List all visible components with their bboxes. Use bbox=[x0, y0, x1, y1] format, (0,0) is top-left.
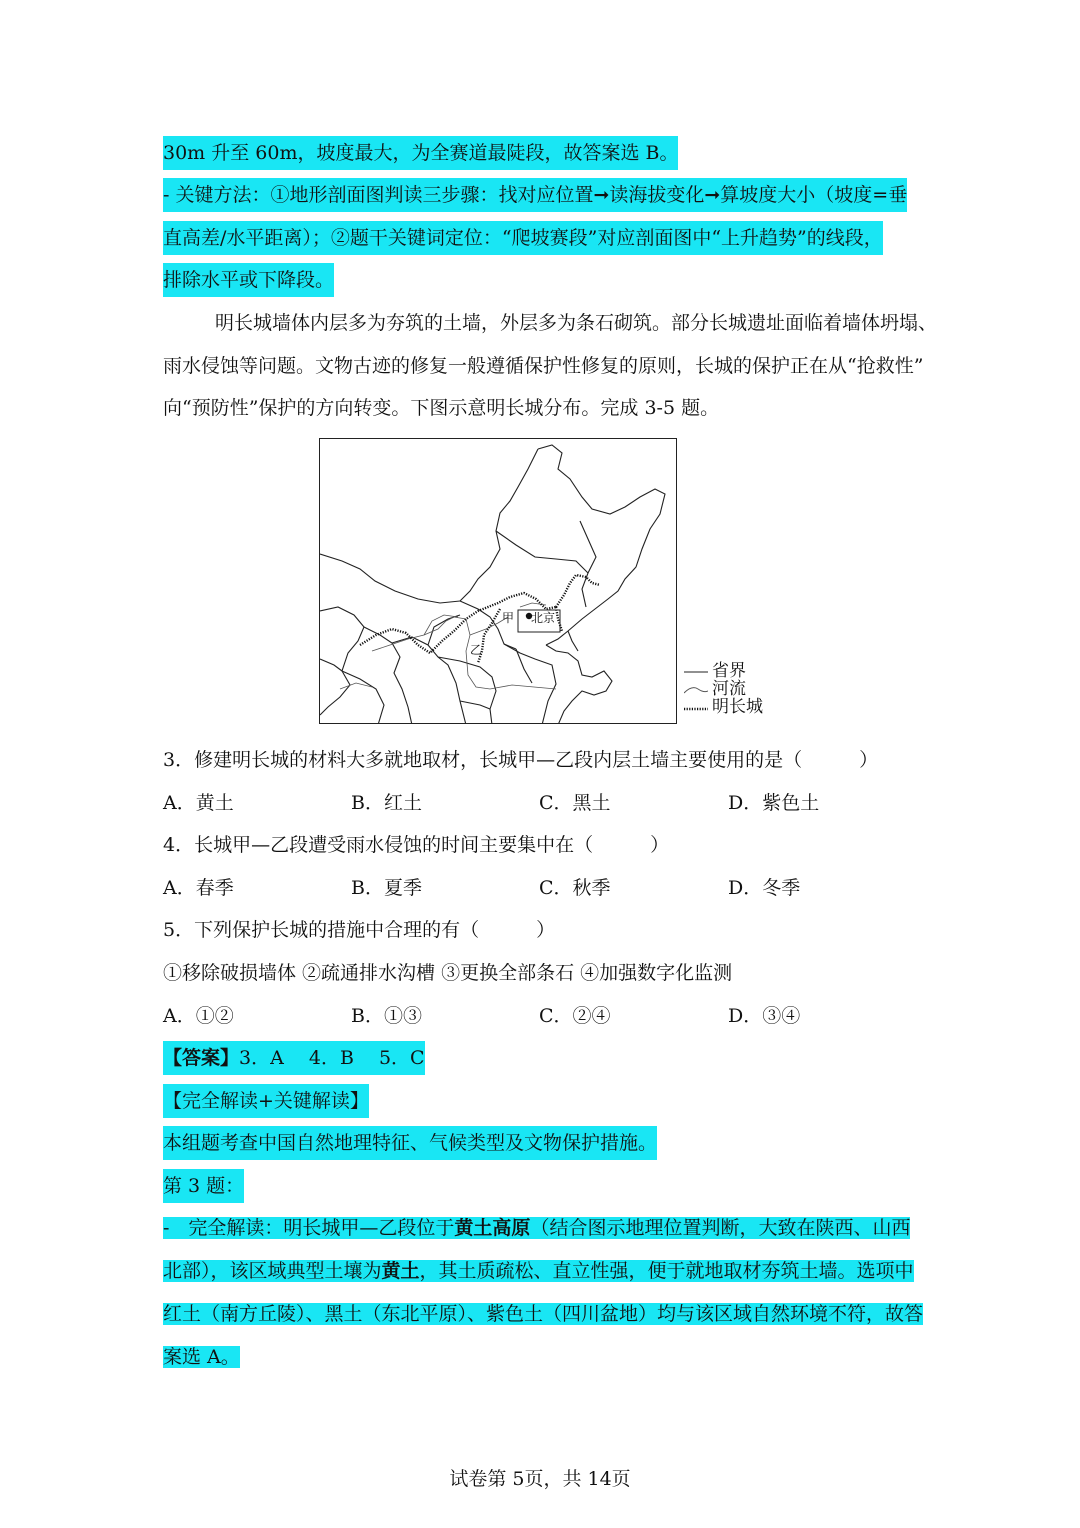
answer-label: 【答案】 bbox=[163, 1047, 240, 1069]
label-yi: 乙 bbox=[470, 643, 483, 657]
question-4: 4．长城甲—乙段遭受雨水侵蚀的时间主要集中在（ ） bbox=[163, 834, 670, 856]
intro-line-1: 明长城墙体内层多为夯筑的土墙，外层多为条石砌筑。部分长城遗址面临着墙体坍塌、 bbox=[215, 312, 938, 334]
prev-answer-line-1: 30m 升至 60m，坡度最大，为全赛道最陡段，故答案选 B。 bbox=[163, 136, 678, 170]
ming-great-wall-map bbox=[319, 438, 677, 724]
q5-option-a: A．①② bbox=[163, 1005, 234, 1027]
q3-option-d: D．紫色土 bbox=[728, 792, 820, 814]
label-jia: 甲 bbox=[502, 611, 515, 625]
q3-option-c: C．黑土 bbox=[539, 792, 611, 814]
page-footer: 试卷第 5页，共 14页 bbox=[449, 1468, 631, 1490]
intro-line-3: 向“预防性”保护的方向转变。下图示意明长城分布。完成 3-5 题。 bbox=[163, 397, 720, 419]
q3-analysis-mid: （结合图示地理位置判断，大致在陕西、山西北部），该区域典型土壤为 bbox=[163, 1217, 911, 1282]
q3-option-b: B．红土 bbox=[351, 792, 422, 814]
answer-line bbox=[163, 1041, 425, 1075]
intro-line-2: 雨水侵蚀等问题。文物古迹的修复一般遵循保护性修复的原则，长城的保护正在从“抢救性” bbox=[163, 355, 924, 377]
q4-option-d: D．冬季 bbox=[728, 877, 801, 899]
q5-option-b: B．①③ bbox=[351, 1005, 422, 1027]
legend-great-wall: 明长城 bbox=[684, 698, 763, 716]
q4-option-a: A．春季 bbox=[163, 877, 234, 899]
q3-analysis-bold-1: 黄土高原 bbox=[454, 1217, 531, 1239]
great-wall-icon bbox=[684, 704, 708, 712]
q4-option-b: B．夏季 bbox=[351, 877, 422, 899]
analysis-summary: 本组题考查中国自然地理特征、气候类型及文物保护措施。 bbox=[163, 1126, 657, 1160]
q3-analysis-prefix: - 完全解读：明长城甲—乙段位于 bbox=[163, 1217, 455, 1239]
q5-option-c: C．②④ bbox=[539, 1005, 611, 1027]
q3-analysis-title: 第 3 题： bbox=[163, 1169, 244, 1203]
q4-option-c: C．秋季 bbox=[539, 877, 611, 899]
key-method-line-1: - 关键方法：①地形剖面图判读三步骤：找对应位置➞读海拔变化➞算坡度大小（坡度=垂 bbox=[163, 178, 907, 212]
legend-river: 河流 bbox=[684, 680, 746, 698]
q3-analysis-rest: ，其土质疏松、直立性强，便于就地取材夯筑土墙。选项中红土（南方丘陵）、黑土（东北平原）、紫色土（四川盆地）均与该区域自然环境不符，故答案选 A。 bbox=[163, 1260, 924, 1368]
question-5-items: ①移除破损墙体 ②疏通排水沟槽 ③更换全部条石 ④加强数字化监测 bbox=[163, 962, 733, 984]
key-method-line-2: 直高差/水平距离）；②题干关键词定位：“爬坡赛段”对应剖面图中“上升趋势”的线段， bbox=[163, 221, 883, 255]
q3-option-a: A．黄土 bbox=[163, 792, 234, 814]
legend-provincial-border: 省界 bbox=[684, 662, 746, 680]
analysis-header: 【完全解读+关键解读】 bbox=[163, 1084, 369, 1118]
answer-text: 3．A 4．B 5．C bbox=[239, 1047, 425, 1069]
question-3: 3．修建明长城的材料大多就地取材，长城甲—乙段内层土墙主要使用的是（ ） bbox=[163, 749, 879, 771]
map-drawing bbox=[320, 439, 677, 724]
question-5: 5．下列保护长城的措施中合理的有（ ） bbox=[163, 919, 556, 941]
label-beijing: 北京 bbox=[531, 611, 556, 625]
q3-analysis-paragraph bbox=[163, 1207, 923, 1379]
key-method-line-3: 排除水平或下降段。 bbox=[163, 263, 334, 297]
q3-analysis-bold-2: 黄土 bbox=[381, 1260, 420, 1282]
q5-option-d: D．③④ bbox=[728, 1005, 801, 1027]
provincial-border-icon bbox=[684, 668, 708, 676]
river-icon bbox=[684, 685, 708, 695]
